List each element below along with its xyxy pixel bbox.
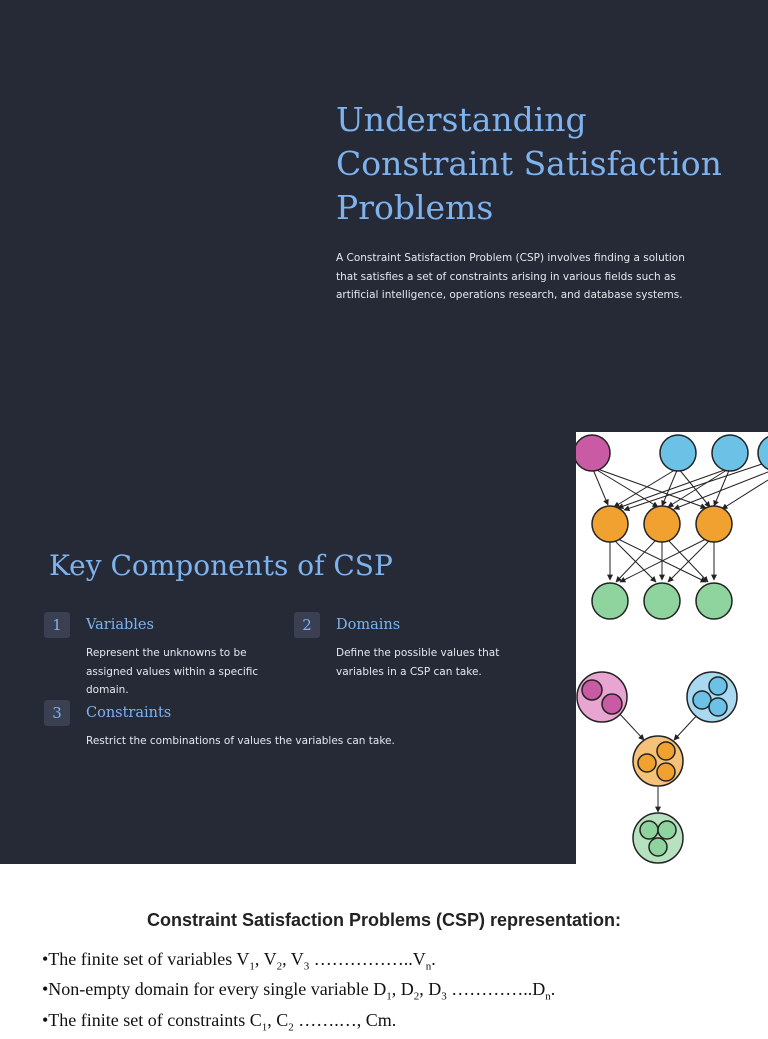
network-nodes — [576, 435, 768, 619]
components-slide — [0, 432, 768, 864]
list-item: •The finite set of variables $V_1$, $V_2$, $V_3$ $\dots\dots\dots\dots\dots..V_n$. — [42, 949, 436, 973]
input-node-blue — [660, 435, 696, 471]
hidden-node-orange — [696, 506, 732, 542]
intro-paragraph: A Constraint Satisfaction Problem (CSP) involves finding a solution that satisfies a set of constraints arising in various fields such as artificial intelligence, operations research, and database systems. — [336, 252, 685, 302]
component-description: Represent the unknowns to be assigned values within a specific domain. — [86, 647, 259, 697]
representation-slide — [0, 864, 768, 1034]
output-node-green — [696, 583, 732, 619]
component-description: Define the possible values that variables in a CSP can take. — [336, 647, 500, 678]
hidden-node-orange — [592, 506, 628, 542]
component-number-badge: 2 — [294, 612, 320, 638]
component-description: Restrict the combinations of values the variables can take. — [86, 735, 395, 747]
representation-heading: Constraint Satisfaction Problems (CSP) representation: — [146, 910, 622, 930]
input-node-magenta — [576, 435, 610, 471]
hidden-node-orange — [644, 506, 680, 542]
component-number-badge: 3 — [44, 700, 70, 726]
output-node-green — [644, 583, 680, 619]
components-heading: Key Components of CSP — [49, 549, 393, 582]
input-node-blue — [758, 435, 768, 471]
component-title: Domains — [336, 617, 401, 633]
list-item: •Non-empty domain for every single variable $D_1$, $D_2$, $D_3$ $\dots\dots\dots\dots..D_n$. — [42, 979, 556, 1003]
component-title: Variables — [86, 617, 154, 633]
slide-title: Understanding Constraint Satisfaction Problems — [336, 100, 722, 227]
network-diagram — [576, 432, 768, 864]
cluster-nodes — [577, 672, 737, 863]
component-title: Constraints — [86, 705, 172, 721]
output-node-green — [592, 583, 628, 619]
component-number-badge: 1 — [44, 612, 70, 638]
title-slide — [0, 0, 768, 432]
input-node-blue — [712, 435, 748, 471]
list-item: •The finite set of constraints $C_1$, $C_2$ …….…, Cm. — [42, 1009, 397, 1034]
representation-list — [42, 948, 742, 1039]
